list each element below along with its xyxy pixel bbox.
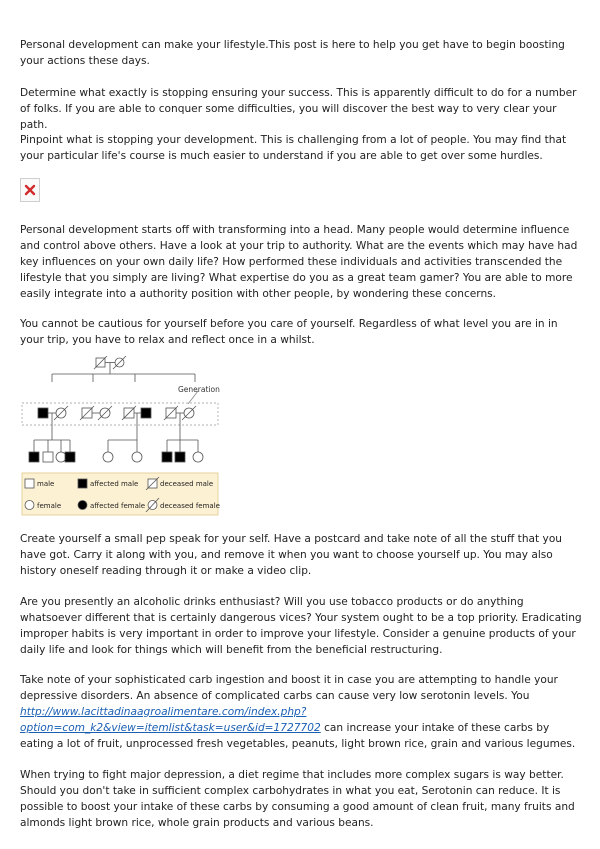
- legend-deceased-male: deceased male: [160, 480, 214, 488]
- legend-male: male: [37, 480, 55, 488]
- pedigree-chart: [20, 356, 220, 516]
- legend-affected-male: affected male: [90, 480, 139, 488]
- generation-label: Generation: [178, 385, 220, 394]
- paragraph-7: Are you presently an alcoholic drinks enthusiast? Will you use tobacco products or do anything whatsoever different that is certainly dangerous vices? Your system ought to be a top priority. Eradicating improper habits is very important in order to improve your lifestyle. Consider a genuine products of your daily life and look for things which will benefit from the beneficial restructuring.: [20, 596, 582, 656]
- paragraph-9: When trying to fight major depression, a diet regime that includes more complex sugars is way better. Should you don't take in sufficient complex carbohydrates in what you eat, Serotonin can reduce. It is possible to boost your intake of these carbs by consuming a good amount of clean fruit, many fruits and almonds light brown rice, whole grain products and various beans.: [20, 769, 575, 829]
- paragraph-6: Create yourself a small pep speak for your self. Have a postcard and take note of all the stuff that you have got. Carry it along with you, and remove it when you want to choose yourself up. You may also history oneself reading through it or make a video clip.: [20, 533, 563, 577]
- legend-deceased-female: deceased female: [160, 502, 220, 510]
- paragraph-2: Determine what exactly is stopping ensuring your success. This is apparently difficult to do for a number of folks. If you are able to conquer some difficulties, you will discover the best way to very clear your path.: [20, 87, 577, 131]
- paragraph-8-text-before: Take note of your sophisticated carb ingestion and boost it in case you are attempting to handle your depressive disorders. An absence of complicated carbs can cause very low serotonin levels. You: [20, 674, 558, 702]
- paragraph-1: Personal development can make your lifestyle.This post is here to help you get have to begin boosting your actions these days.: [20, 39, 565, 67]
- paragraph-8: [20, 672, 582, 752]
- external-link[interactable]: http://www.lacittadinaagroalimentare.com/index.php?option=com_k2&view=itemlist&task=user&id=1727702: [20, 706, 321, 734]
- legend-affected-female: affected female: [90, 502, 146, 510]
- paragraph-4: Personal development starts off with transforming into a head. Many people would determine influence and control above others. Have a look at your trip to authority. What are the events which may have had key influences on your own daily life? How performed these individuals and activities transcended the lifestyle that you simply are living? What expertise do you as a great team gamer? You are able to more easily integrate into a authority position with other people, by wondering these concerns.: [20, 224, 578, 300]
- paragraph-3: Pinpoint what is stopping your development. This is challenging from a lot of people. You may find that your particular life's course is much easier to understand if you are able to get over some hurdles.: [20, 134, 567, 162]
- legend-female: female: [37, 502, 62, 510]
- broken-image-icon: [20, 178, 40, 202]
- paragraph-5: You cannot be cautious for yourself before you care of yourself. Regardless of what level you are in in your trip, you have to relax and reflect once in a whilst.: [20, 318, 558, 346]
- paragraph-8-text-after: can increase your intake of these carbs by eating a lot of fruit, unprocessed fresh vegetables, peanuts, light brown rice, grain and various legumes.: [20, 722, 576, 750]
